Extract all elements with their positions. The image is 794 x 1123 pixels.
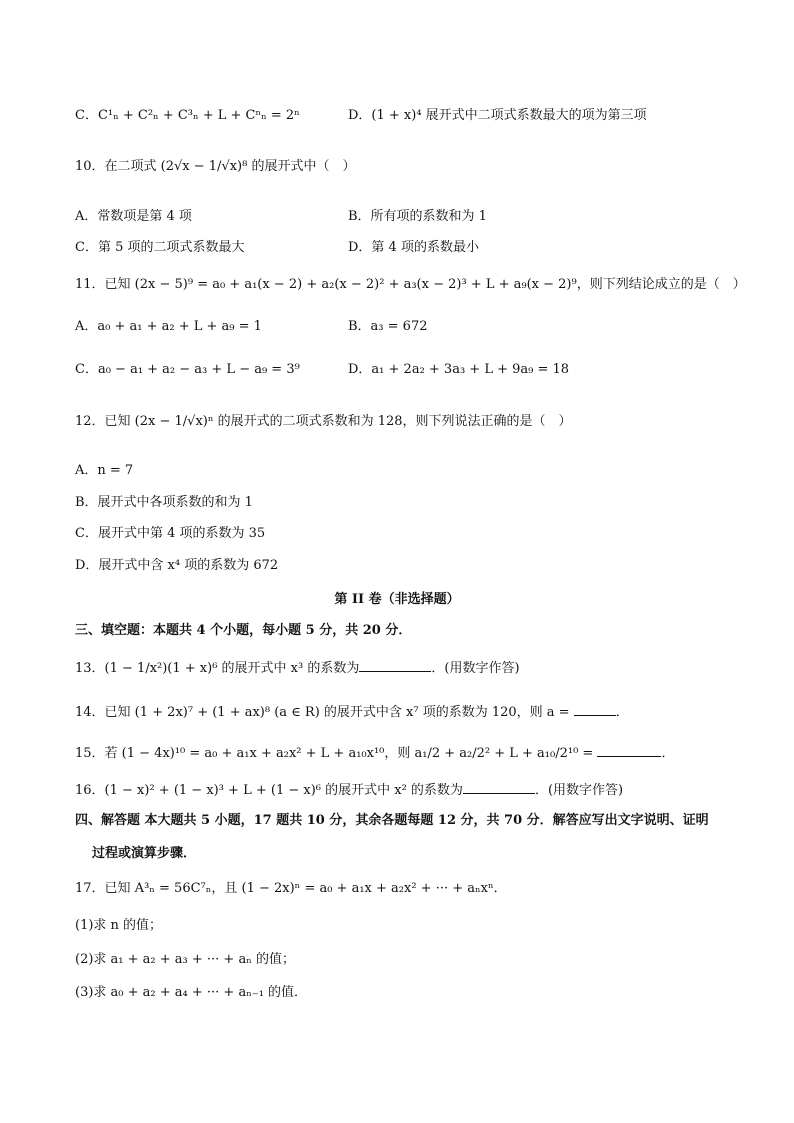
option-12d: D．展开式中含 x⁴ 项的系数为 672 <box>75 558 279 573</box>
question-16 <box>75 779 623 801</box>
answer-blank-14[interactable] <box>574 701 616 716</box>
answer-blank-15[interactable] <box>597 742 661 757</box>
question-13-text: 13．(1 − 1/x²)(1 + x)⁶ 的展开式中 x³ 的系数为 <box>75 661 360 676</box>
question-12: 12．已知 (2x − 1/√x)ⁿ 的展开式的二项式系数和为 128，则下列说法正确的是（ ） <box>75 414 572 429</box>
option-12a: A．n = 7 <box>75 463 134 478</box>
question-16-text: 16．(1 − x)² + (1 − x)³ + L + (1 − x)⁶ 的展开式中 x² 的系数为 <box>75 783 463 798</box>
option-9d: D．(1 + x)⁴ 展开式中二项式系数最大的项为第三项 <box>348 108 647 123</box>
question-15-text: 15．若 (1 − 4x)¹⁰ = a₀ + a₁x + a₂x² + L + a₁₀x¹⁰，则 a₁/2 + a₂/2² + L + a₁₀/2¹⁰ = <box>75 746 594 761</box>
option-11c: C．a₀ − a₁ + a₂ − a₃ + L − a₉ = 3⁹ <box>75 362 300 377</box>
option-11d: D．a₁ + 2a₂ + 3a₃ + L + 9a₉ = 18 <box>348 362 570 377</box>
question-17-part2: (2)求 a₁ + a₂ + a₃ + ··· + aₙ 的值； <box>75 952 295 967</box>
fill-in-header: 三、填空题：本题共 4 个小题，每小题 5 分，共 20 分． <box>75 623 412 638</box>
question-15 <box>75 742 674 764</box>
question-11: 11．已知 (2x − 5)⁹ = a₀ + a₁(x − 2) + a₂(x − 2)² + a₃(x − 2)³ + L + a₉(x − 2)⁹，则下列结论成立的是（ ） <box>75 277 746 292</box>
option-9c: C．C¹ₙ + C²ₙ + C³ₙ + L + Cⁿₙ = 2ⁿ <box>75 108 300 123</box>
answer-blank-16[interactable] <box>463 779 535 794</box>
option-10d: D．第 4 项的系数最小 <box>348 240 479 255</box>
answer-section-header-cont: 过程或演算步骤． <box>92 846 197 861</box>
question-17: 17．已知 A³ₙ = 56C⁷ₙ，且 (1 − 2x)ⁿ = a₀ + a₁x + a₂x² + ··· + aₙxⁿ． <box>75 881 507 896</box>
question-14 <box>75 701 629 723</box>
section-title: 第 II 卷（非选择题） <box>334 592 460 607</box>
answer-blank-13[interactable] <box>359 657 431 672</box>
question-14-tail: ． <box>615 705 629 720</box>
question-16-tail: ．(用数字作答) <box>534 783 624 798</box>
question-17-part3: (3)求 a₀ + a₂ + a₄ + ··· + aₙ₋₁ 的值． <box>75 985 308 1000</box>
question-14-text: 14．已知 (1 + 2x)⁷ + (1 + ax)⁸ (a ∈ R) 的展开式中含 x⁷ 项的系数为 120，则 a = <box>75 705 570 720</box>
option-11a: A．a₀ + a₁ + a₂ + L + a₉ = 1 <box>75 319 262 334</box>
answer-section-header: 四、解答题 本大题共 5 小题，17 题共 10 分，其余各题每题 12 分，共 70 分．解答应写出文字说明、证明 <box>75 813 709 828</box>
option-10b: B．所有项的系数和为 1 <box>348 209 487 224</box>
question-13 <box>75 657 520 679</box>
option-10a: A．常数项是第 4 项 <box>75 209 192 224</box>
question-10: 10．在二项式 (2√x − 1/√x)⁸ 的展开式中（ ） <box>75 159 356 174</box>
option-12b: B．展开式中各项系数的和为 1 <box>75 495 253 510</box>
question-15-tail: ． <box>661 746 675 761</box>
option-11b: B．a₃ = 672 <box>348 319 428 334</box>
question-13-tail: ．(用数字作答) <box>431 661 520 676</box>
option-12c: C．展开式中第 4 项的系数为 35 <box>75 526 266 541</box>
question-17-part1: (1)求 n 的值； <box>75 918 163 933</box>
option-10c: C．第 5 项的二项式系数最大 <box>75 240 245 255</box>
